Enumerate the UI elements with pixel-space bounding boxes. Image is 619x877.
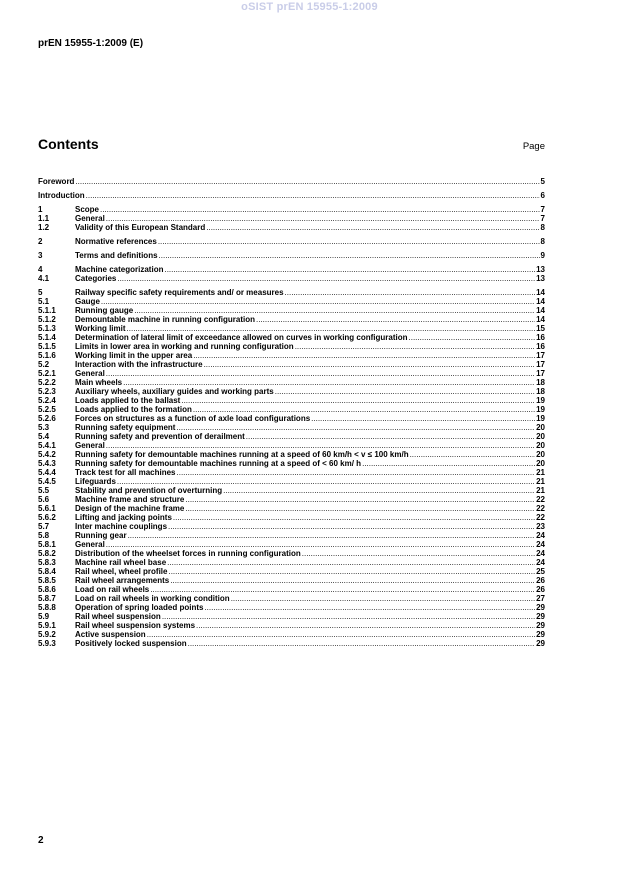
- toc-entry-page: 20: [536, 450, 545, 459]
- toc-entry[interactable]: [38, 405, 545, 414]
- toc-entry-page: 17: [536, 351, 545, 360]
- toc-entry-number: 4: [38, 265, 43, 274]
- toc-entry-title: Main wheels: [75, 378, 123, 387]
- toc-entry-page: 17: [536, 369, 545, 378]
- toc-entry-number: 5.4: [38, 432, 50, 441]
- toc-entry-number: 5.1.3: [38, 324, 56, 333]
- toc-entry-page: 14: [536, 315, 545, 324]
- toc-entry-number: 5.9.3: [38, 639, 56, 648]
- toc-entry-number: 5.2.6: [38, 414, 56, 423]
- toc-dot-leader: [147, 630, 535, 639]
- toc-entry[interactable]: [38, 459, 545, 468]
- toc-entry[interactable]: [38, 558, 545, 567]
- toc-entry[interactable]: [38, 297, 545, 306]
- toc-entry-page: 29: [536, 603, 545, 612]
- toc-entry-page: 23: [536, 522, 545, 531]
- toc-entry[interactable]: [38, 333, 545, 342]
- contents-heading: Contents: [38, 136, 99, 152]
- toc-dot-leader: [193, 405, 535, 414]
- toc-dot-leader: [170, 576, 535, 585]
- toc-entry-page: 20: [536, 441, 545, 450]
- toc-entry-title: Forces on structures as a function of axle load configurations: [75, 414, 311, 423]
- toc-entry[interactable]: [38, 414, 545, 423]
- toc-entry-title: Load on rail wheels in working condition: [75, 594, 230, 603]
- toc-dot-leader: [206, 223, 539, 232]
- toc-entry[interactable]: [38, 265, 545, 274]
- toc-entry[interactable]: [38, 315, 545, 324]
- toc-entry[interactable]: [38, 432, 545, 441]
- toc-dot-leader: [185, 504, 535, 513]
- toc-dot-leader: [311, 414, 535, 423]
- toc-entry-page: 18: [536, 378, 545, 387]
- toc-entry[interactable]: [38, 214, 545, 223]
- toc-entry-title: Machine frame and structure: [75, 495, 185, 504]
- toc-entry-title: Gauge: [75, 297, 100, 306]
- toc-entry-page: 13: [536, 274, 545, 283]
- toc-entry-number: 5.1: [38, 297, 50, 306]
- toc-entry-number: 5.4.4: [38, 468, 56, 477]
- toc-entry-page: 18: [536, 387, 545, 396]
- toc-entry-title: Distribution of the wheelset forces in running configuration: [75, 549, 301, 558]
- toc-entry-title: Track test for all machines: [75, 468, 176, 477]
- toc-entry-number: 5.6.2: [38, 513, 56, 522]
- toc-entry-title: Running safety for demountable machines running at a speed of 60 km/h < v ≤ 100 km/h: [75, 450, 409, 459]
- toc-entry-page: 22: [536, 513, 545, 522]
- toc-entry[interactable]: [38, 504, 545, 513]
- toc-entry-title: Railway specific safety requirements and/ or measures: [75, 288, 284, 297]
- toc-dot-leader: [410, 450, 536, 459]
- toc-entry-page: 24: [536, 540, 545, 549]
- toc-entry-title: Active suspension: [75, 630, 146, 639]
- toc-dot-leader: [164, 265, 535, 274]
- toc-entry[interactable]: [38, 486, 545, 495]
- toc-entry[interactable]: [38, 477, 545, 486]
- toc-entry[interactable]: [38, 387, 545, 396]
- toc-dot-leader: [158, 237, 540, 246]
- toc-dot-leader: [117, 477, 535, 486]
- toc-entry-number: 5.2.5: [38, 405, 56, 414]
- toc-entry-number: 5.9.2: [38, 630, 56, 639]
- toc-entry-title: General: [75, 214, 105, 223]
- toc-entry-page: 7: [540, 205, 545, 214]
- toc-entry-page: 17: [536, 360, 545, 369]
- toc-entry-number: 5.1.5: [38, 342, 56, 351]
- toc-entry-title: Auxiliary wheels, auxiliary guides and working parts: [75, 387, 274, 396]
- toc-dot-leader: [101, 297, 535, 306]
- toc-entry-number: 5.7: [38, 522, 50, 531]
- toc-entry[interactable]: [38, 306, 545, 315]
- toc-dot-leader: [196, 621, 535, 630]
- toc-entry-number: 5.8.8: [38, 603, 56, 612]
- toc-entry-number: 1.2: [38, 223, 50, 232]
- toc-entry-title: Determination of lateral limit of exceedance allowed on curves in working configuration: [75, 333, 408, 342]
- toc-dot-leader: [409, 333, 536, 342]
- toc-entry-title: Rail wheel arrangements: [75, 576, 170, 585]
- toc-entry-page: 21: [536, 468, 545, 477]
- toc-entry-title: Load on rail wheels: [75, 585, 150, 594]
- toc-entry-number: 5.8.2: [38, 549, 56, 558]
- toc-entry-page: 15: [536, 324, 545, 333]
- toc-entry-title: Working limit: [75, 324, 126, 333]
- toc-entry[interactable]: [38, 237, 545, 246]
- toc-entry[interactable]: [38, 441, 545, 450]
- toc-entry-number: 5.1.4: [38, 333, 56, 342]
- toc-entry-number: 5.9: [38, 612, 50, 621]
- toc-entry-page: 8: [540, 237, 545, 246]
- toc-entry-number: 5.4.1: [38, 441, 56, 450]
- toc-dot-leader: [134, 306, 535, 315]
- toc-entry-number: 2: [38, 237, 43, 246]
- toc-dot-leader: [150, 585, 535, 594]
- toc-entry-number: 5.8.7: [38, 594, 56, 603]
- toc-entry-number: 4.1: [38, 274, 50, 283]
- toc-entry-title: Foreword: [38, 177, 75, 186]
- toc-entry-page: 29: [536, 630, 545, 639]
- toc-entry[interactable]: [38, 274, 545, 283]
- toc-entry-page: 25: [536, 567, 545, 576]
- toc-dot-leader: [275, 387, 535, 396]
- toc-entry-number: 5.2.3: [38, 387, 56, 396]
- toc-entry[interactable]: [38, 513, 545, 522]
- toc-dot-leader: [128, 531, 536, 540]
- toc-dot-leader: [123, 378, 535, 387]
- page-number: 2: [38, 835, 44, 846]
- toc-entry-page: 16: [536, 333, 545, 342]
- toc-entry-page: 20: [536, 459, 545, 468]
- toc-dot-leader: [295, 342, 535, 351]
- toc-dot-leader: [100, 205, 540, 214]
- toc-entry-title: Interaction with the infrastructure: [75, 360, 203, 369]
- toc-entry-title: Normative references: [75, 237, 157, 246]
- toc-dot-leader: [106, 540, 535, 549]
- toc-entry[interactable]: [38, 177, 545, 186]
- toc-entry[interactable]: [38, 423, 545, 432]
- toc-dot-leader: [159, 251, 540, 260]
- table-of-contents: [38, 177, 545, 648]
- toc-entry[interactable]: [38, 223, 545, 232]
- toc-entry-page: 21: [536, 486, 545, 495]
- toc-dot-leader: [302, 549, 535, 558]
- toc-entry-title: Positively locked suspension: [75, 639, 187, 648]
- toc-dot-leader: [188, 639, 536, 648]
- toc-entry-number: 5.1.2: [38, 315, 56, 324]
- toc-entry[interactable]: [38, 468, 545, 477]
- toc-dot-leader: [86, 191, 540, 200]
- toc-entry-number: 5.8.6: [38, 585, 56, 594]
- toc-entry[interactable]: [38, 603, 545, 612]
- toc-dot-leader: [173, 513, 535, 522]
- toc-entry-page: 24: [536, 549, 545, 558]
- toc-entry-title: Terms and definitions: [75, 251, 158, 260]
- toc-dot-leader: [168, 522, 535, 531]
- toc-entry-title: Machine categorization: [75, 265, 164, 274]
- toc-entry-number: 5.2.1: [38, 369, 56, 378]
- toc-entry-title: Validity of this European Standard: [75, 223, 206, 232]
- toc-entry-title: Working limit in the upper area: [75, 351, 193, 360]
- toc-entry-page: 14: [536, 297, 545, 306]
- toc-entry-page: 14: [536, 288, 545, 297]
- toc-dot-leader: [75, 177, 539, 186]
- toc-entry-page: 24: [536, 531, 545, 540]
- toc-entry[interactable]: [38, 567, 545, 576]
- toc-entry-number: 5.6.1: [38, 504, 56, 513]
- toc-dot-leader: [168, 567, 535, 576]
- toc-entry-title: Limits in lower area in working and running configuration: [75, 342, 294, 351]
- document-id-header: prEN 15955-1:2009 (E): [38, 38, 144, 49]
- toc-entry-number: 5.5: [38, 486, 50, 495]
- toc-entry-number: 1: [38, 205, 43, 214]
- toc-entry-page: 19: [536, 396, 545, 405]
- toc-entry-number: 5.1.1: [38, 306, 56, 315]
- toc-dot-leader: [117, 274, 535, 283]
- toc-dot-leader: [185, 495, 535, 504]
- toc-entry[interactable]: [38, 351, 545, 360]
- toc-entry[interactable]: [38, 191, 545, 200]
- toc-entry[interactable]: [38, 324, 545, 333]
- toc-entry[interactable]: [38, 495, 545, 504]
- toc-entry-page: 9: [540, 251, 545, 260]
- toc-entry-title: Scope: [75, 205, 100, 214]
- toc-entry-title: Lifeguards: [75, 477, 116, 486]
- toc-entry-title: Lifting and jacking points: [75, 513, 172, 522]
- toc-entry-number: 5.2: [38, 360, 50, 369]
- toc-entry[interactable]: [38, 540, 545, 549]
- toc-entry-title: Rail wheel suspension: [75, 612, 161, 621]
- toc-entry-page: 20: [536, 432, 545, 441]
- toc-entry-number: 5.3: [38, 423, 50, 432]
- toc-dot-leader: [246, 432, 535, 441]
- toc-entry-number: 5.6: [38, 495, 50, 504]
- toc-dot-leader: [106, 369, 535, 378]
- toc-entry-page: 29: [536, 621, 545, 630]
- toc-entry-title: Machine rail wheel base: [75, 558, 167, 567]
- toc-dot-leader: [362, 459, 535, 468]
- toc-entry-number: 5.2.4: [38, 396, 56, 405]
- toc-entry-title: Inter machine couplings: [75, 522, 168, 531]
- toc-entry-title: Running safety for demountable machines running at a speed of < 60 km/ h: [75, 459, 362, 468]
- toc-entry[interactable]: [38, 205, 545, 214]
- toc-entry-title: General: [75, 540, 105, 549]
- toc-dot-leader: [106, 441, 535, 450]
- toc-entry-number: 5.8.5: [38, 576, 56, 585]
- toc-entry[interactable]: [38, 585, 545, 594]
- toc-entry[interactable]: [38, 360, 545, 369]
- toc-entry-page: 8: [540, 223, 545, 232]
- toc-entry-number: 1.1: [38, 214, 50, 223]
- toc-dot-leader: [204, 360, 536, 369]
- toc-entry[interactable]: [38, 369, 545, 378]
- toc-dot-leader: [256, 315, 535, 324]
- toc-entry-title: Stability and prevention of overturning: [75, 486, 223, 495]
- toc-entry[interactable]: [38, 450, 545, 459]
- toc-entry[interactable]: [38, 342, 545, 351]
- toc-entry[interactable]: [38, 378, 545, 387]
- toc-entry-title: Demountable machine in running configuration: [75, 315, 256, 324]
- toc-entry-number: 3: [38, 251, 43, 260]
- toc-entry[interactable]: [38, 396, 545, 405]
- toc-entry-title: Running safety equipment: [75, 423, 176, 432]
- toc-entry-number: 5.1.6: [38, 351, 56, 360]
- toc-entry-title: Introduction: [38, 191, 85, 200]
- toc-entry-number: 5.2.2: [38, 378, 56, 387]
- toc-entry-title: Loads applied to the ballast: [75, 396, 181, 405]
- toc-entry-number: 5.9.1: [38, 621, 56, 630]
- toc-entry-page: 16: [536, 342, 545, 351]
- toc-entry-title: Rail wheel, wheel profile: [75, 567, 168, 576]
- toc-entry-title: Operation of spring loaded points: [75, 603, 204, 612]
- toc-entry-page: 22: [536, 504, 545, 513]
- toc-entry-title: Running gear: [75, 531, 127, 540]
- toc-entry[interactable]: [38, 531, 545, 540]
- toc-entry-number: 5.8.4: [38, 567, 56, 576]
- toc-entry-page: 6: [540, 191, 545, 200]
- toc-entry-page: 13: [536, 265, 545, 274]
- toc-dot-leader: [231, 594, 535, 603]
- toc-entry-number: 5.8.3: [38, 558, 56, 567]
- toc-dot-leader: [204, 603, 535, 612]
- toc-entry-page: 14: [536, 306, 545, 315]
- toc-entry-page: 29: [536, 612, 545, 621]
- toc-dot-leader: [106, 214, 540, 223]
- toc-entry-page: 26: [536, 585, 545, 594]
- toc-entry-page: 19: [536, 414, 545, 423]
- toc-entry-title: General: [75, 369, 105, 378]
- toc-entry-title: Categories: [75, 274, 117, 283]
- toc-entry-title: Running gauge: [75, 306, 134, 315]
- toc-entry[interactable]: [38, 288, 545, 297]
- toc-entry-number: 5.4.2: [38, 450, 56, 459]
- toc-entry[interactable]: [38, 576, 545, 585]
- toc-entry-number: 5.8.1: [38, 540, 56, 549]
- toc-entry-page: 22: [536, 495, 545, 504]
- toc-dot-leader: [223, 486, 535, 495]
- toc-entry[interactable]: [38, 522, 545, 531]
- toc-dot-leader: [181, 396, 535, 405]
- toc-entry-title: Rail wheel suspension systems: [75, 621, 196, 630]
- toc-entry-number: 5.4.5: [38, 477, 56, 486]
- toc-entry[interactable]: [38, 594, 545, 603]
- toc-entry[interactable]: [38, 251, 545, 260]
- toc-entry[interactable]: [38, 639, 545, 648]
- toc-entry-number: 5.8: [38, 531, 50, 540]
- toc-entry-page: 26: [536, 576, 545, 585]
- page-column-label: Page: [522, 141, 545, 152]
- toc-entry-page: 24: [536, 558, 545, 567]
- toc-entry-page: 29: [536, 639, 545, 648]
- toc-entry[interactable]: [38, 612, 545, 621]
- toc-entry-page: 27: [536, 594, 545, 603]
- toc-entry[interactable]: [38, 621, 545, 630]
- toc-entry-page: 19: [536, 405, 545, 414]
- toc-entry-title: General: [75, 441, 105, 450]
- toc-entry-page: 5: [540, 177, 545, 186]
- toc-entry-page: 21: [536, 477, 545, 486]
- toc-entry-title: Running safety and prevention of derailment: [75, 432, 245, 441]
- toc-dot-leader: [285, 288, 536, 297]
- toc-entry[interactable]: [38, 549, 545, 558]
- toc-dot-leader: [127, 324, 536, 333]
- toc-dot-leader: [162, 612, 535, 621]
- toc-entry-number: 5.4.3: [38, 459, 56, 468]
- toc-entry[interactable]: [38, 630, 545, 639]
- toc-entry-number: 5: [38, 288, 43, 297]
- toc-entry-title: Loads applied to the formation: [75, 405, 192, 414]
- toc-dot-leader: [176, 423, 535, 432]
- toc-dot-leader: [193, 351, 535, 360]
- watermark: oSIST prEN 15955-1:2009: [241, 1, 378, 13]
- toc-dot-leader: [167, 558, 535, 567]
- toc-entry-page: 7: [540, 214, 545, 223]
- toc-entry-title: Design of the machine frame: [75, 504, 185, 513]
- toc-dot-leader: [177, 468, 536, 477]
- toc-entry-page: 20: [536, 423, 545, 432]
